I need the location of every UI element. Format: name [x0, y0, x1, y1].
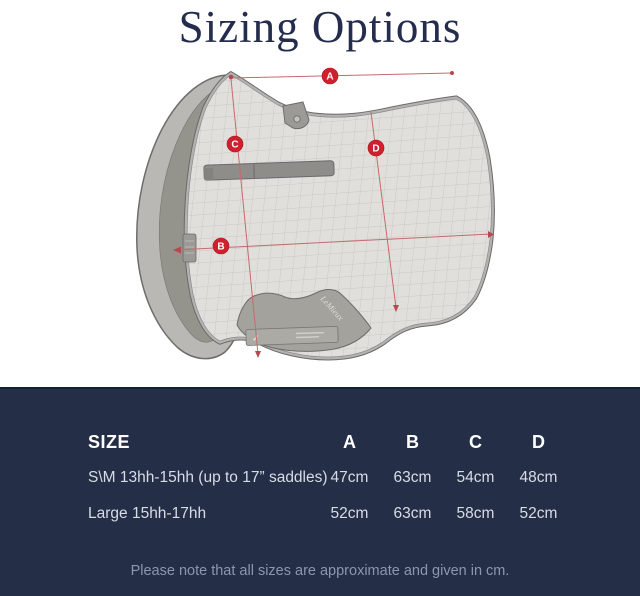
checkmark-icon: ✓ — [251, 333, 260, 344]
marker-b-letter: B — [217, 241, 225, 253]
table-header-c: C — [469, 432, 482, 452]
table-row-label-sm: S\M 13hh-15hh (up to 17” saddles) — [88, 469, 328, 486]
marker-d — [368, 140, 384, 156]
marker-a — [322, 68, 338, 84]
size-table-panel — [0, 387, 640, 596]
table-header-b: B — [406, 432, 419, 452]
table-row-label-large: Large 15hh-17hh — [88, 505, 207, 522]
marker-c — [227, 136, 243, 152]
care-label-band — [246, 326, 339, 345]
marker-b — [213, 238, 229, 254]
table-cell: 48cm — [519, 469, 558, 486]
marker-d-letter: D — [372, 143, 380, 155]
page-title: Sizing Options — [178, 2, 462, 52]
table-cell: 52cm — [519, 505, 558, 522]
strap-keeper-tab — [183, 234, 196, 262]
table-cell: 63cm — [393, 505, 432, 522]
marker-c-letter: C — [231, 139, 239, 151]
table-cell: 58cm — [456, 505, 495, 522]
measure-line-a — [230, 73, 452, 78]
size-table — [88, 432, 640, 524]
table-header-size: SIZE — [88, 432, 131, 452]
table-cell: 63cm — [393, 469, 432, 486]
sizes-approximate-note: Please note that all sizes are approximate and given in cm. — [130, 563, 510, 579]
table-cell: 54cm — [456, 469, 495, 486]
pommel-strap — [283, 102, 309, 129]
table-header-d: D — [532, 432, 545, 452]
marker-a-letter: A — [326, 71, 334, 83]
table-cell: 47cm — [330, 469, 369, 486]
brand-logo-text: LeMieux — [318, 293, 346, 323]
table-cell: 52cm — [330, 505, 369, 522]
table-header-a: A — [343, 432, 356, 452]
